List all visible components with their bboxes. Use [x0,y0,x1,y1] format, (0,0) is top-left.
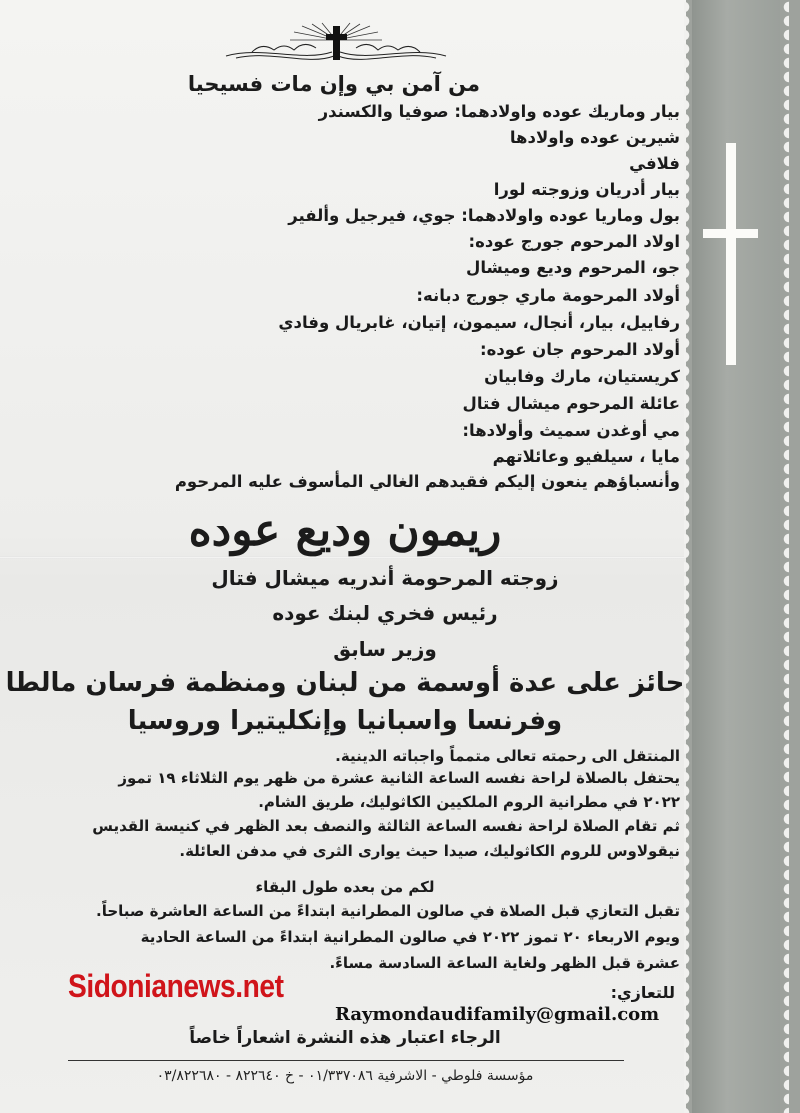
cross-icon-bar [703,229,758,238]
funeral-text-line: ٢٠٢٢ في مطرانية الروم الملكيين الكاثوليك، طريق الشام. [258,793,680,811]
family-line: اولاد المرحوم جورج عوده: [468,232,680,251]
funeral-text-line: ويوم الاربعاء ٢٠ تموز ٢٠٢٢ في صالون المطرانية ابتداءً من الساعة الحادية [140,928,680,946]
family-line: شيرين عوده واولادها [509,128,680,147]
condolence-label: للتعازي: [610,983,675,1002]
private-notice: الرجاء اعتبار هذه النشرة اشعاراً خاصاً [189,1028,501,1048]
family-line: رفاييل، بيار، أنجال، سيمون، إتيان، غابريال وفادي [278,313,680,332]
bible-verse: من آمن بي وإن مات فسيحيا [187,72,480,96]
condolence-phrase: لكم من بعده طول البقاء [255,878,435,896]
family-line: بيار أدريان وزوجته لورا [493,180,680,199]
cross-icon [726,143,736,365]
printer-footer: مؤسسة فلوطي - الاشرفية ٠١/٣٣٧٠٨٦ - خ ٨٢٢٦٤٠ - ٠٣/٨٢٢٦٨٠ [156,1068,534,1084]
deceased-honors: وفرنسا واسبانيا وإنكليتيرا وروسيا [127,706,563,736]
radiant-cross-ornament-icon [222,22,450,66]
band-wavy-edge-left [684,0,694,1113]
deceased-name: ريمون وديع عوده [188,505,502,556]
funeral-text-line: تقبل التعازي قبل الصلاة في صالون المطرانية ابتداءً من الساعة العاشرة صباحاً. [96,902,680,920]
funeral-text-line: يحتفل بالصلاة لراحة نفسه الساعة الثانية عشرة من ظهر يوم الثلاثاء ١٩ تموز [118,769,680,787]
family-line: وأنسباؤهم ينعون إليكم فقيدهم الغالي المأسوف عليه المرحوم [174,472,680,491]
family-line: أولاد المرحومة ماري جورج دبانه: [416,286,680,305]
band-wavy-edge-right [779,0,789,1113]
family-line: أولاد المرحوم جان عوده: [480,340,680,359]
funeral-text-line: المنتقل الى رحمته تعالى متمماً واجباته الدينية. [335,747,680,765]
family-line: فلافي [629,154,680,173]
deceased-title: وزير سابق [333,637,437,661]
paper-fold [0,556,690,559]
site-watermark: Sidonianews.net [68,968,284,1004]
funeral-text-line: ثم تقام الصلاة لراحة نفسه الساعة الثالثة والنصف بعد الظهر في كنيسة القديس [92,817,680,835]
deceased-title: زوجته المرحومة أندريه ميشال فتال [211,566,559,590]
deceased-title: رئيس فخري لبنك عوده [272,601,498,625]
family-line: جو، المرحوم وديع وميشال [466,258,680,277]
contact-email[interactable]: Raymondaudifamily@gmail.com [335,1004,660,1025]
footer-divider [68,1060,624,1061]
funeral-text-line: عشرة قبل الظهر ولغاية الساعة السادسة مساءً. [329,954,680,972]
family-line: بيار وماريك عوده واولادهما: صوفيا والكسندر [318,102,680,121]
family-line: عائلة المرحوم ميشال فتال [462,394,680,413]
family-line: مي أوغدن سميث وأولادها: [462,421,680,440]
side-band-inner [692,0,780,1113]
funeral-text-line: نيقولاوس للروم الكاثوليك، صيدا حيث يوارى الثرى في مدفن العائلة. [179,842,680,860]
family-line: مايا ، سيلفيو وعائلاتهم [492,447,680,466]
family-line: بول وماريا عوده واولادهما: جوي، فيرجيل وألفير [288,206,680,225]
deceased-honors: حائز على عدة أوسمة من لبنان ومنظمة فرسان مالطا [5,668,685,698]
family-line: كريستيان، مارك وفابيان [484,367,680,386]
